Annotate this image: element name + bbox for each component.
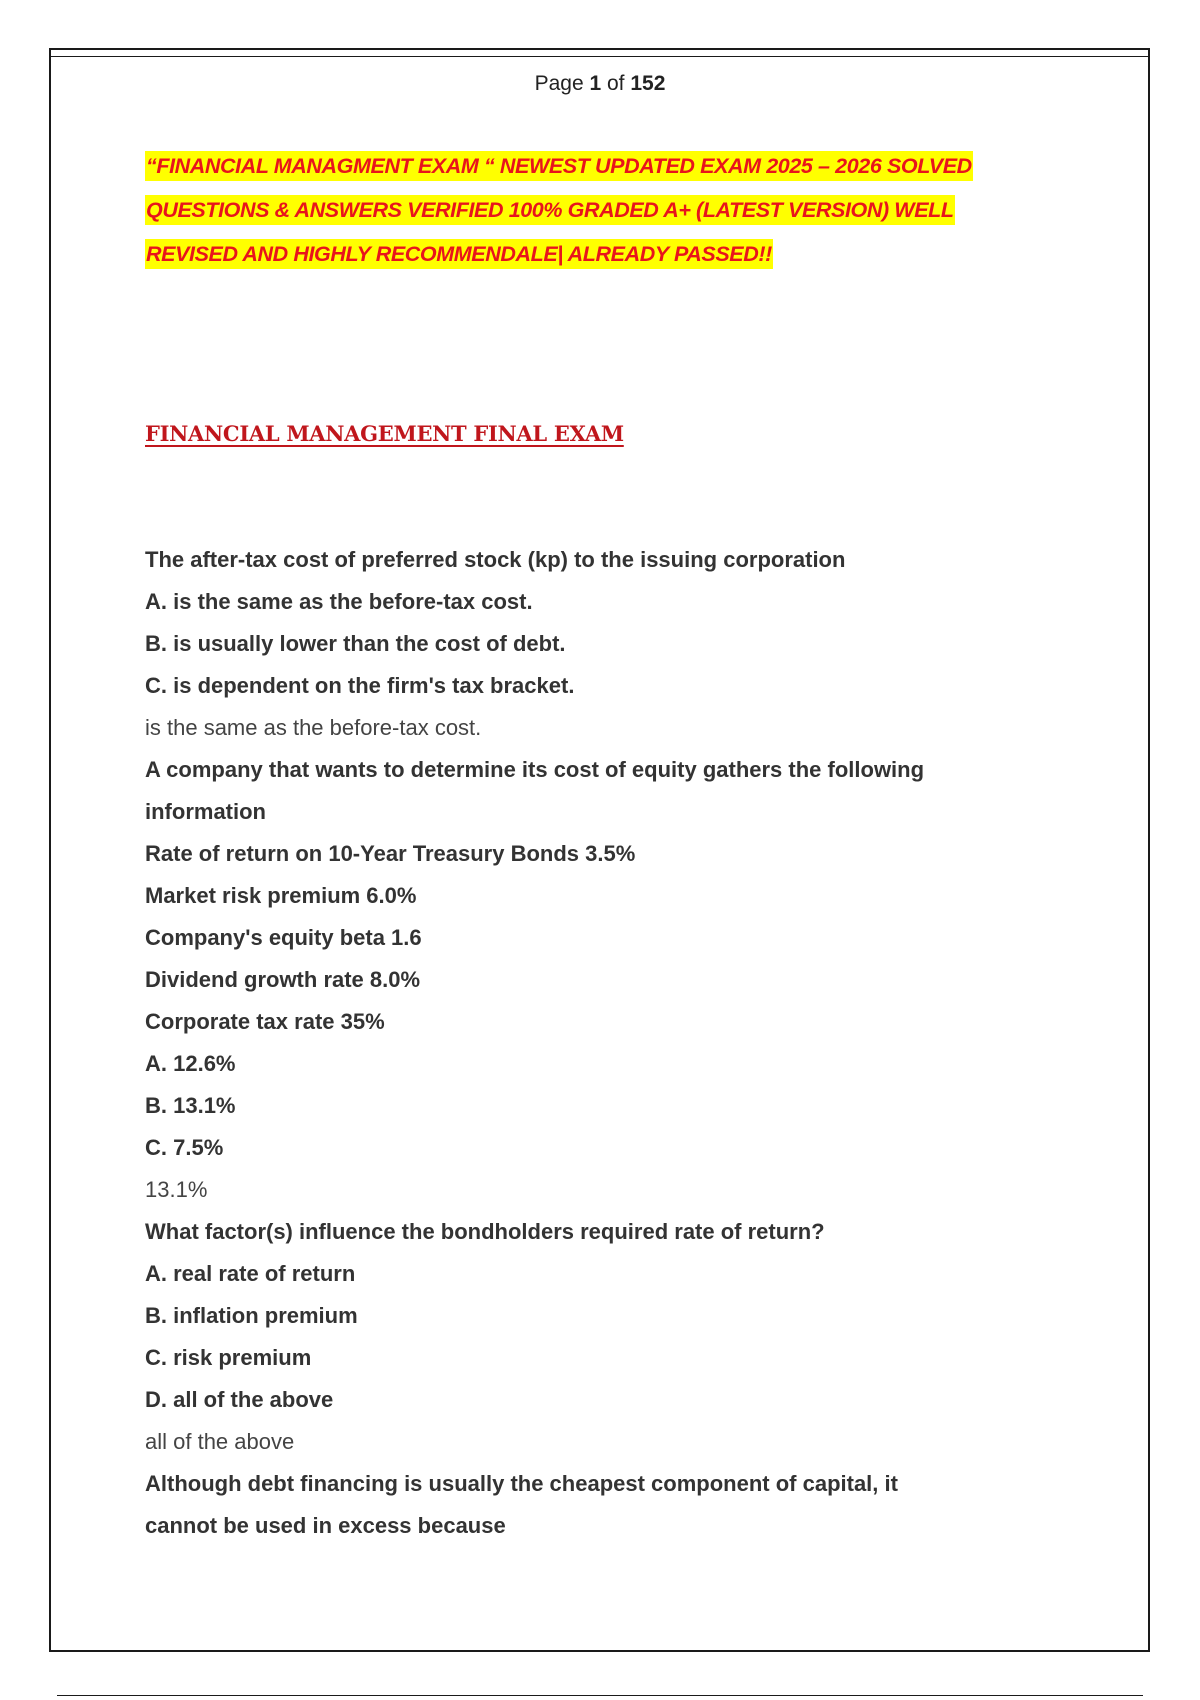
banner-line: [145, 188, 1075, 232]
banner-text: REVISED AND HIGHLY RECOMMENDALE| ALREADY PASSED!!: [145, 239, 773, 269]
section-title: FINANCIAL MANAGEMENT FINAL EXAM: [145, 421, 624, 446]
banner-text: “FINANCIAL MANAGMENT EXAM “ NEWEST UPDATED EXAM 2025 – 2026 SOLVED: [145, 151, 973, 181]
question-detail: Dividend growth rate 8.0%: [145, 967, 421, 992]
correct-answer: is the same as the before-tax cost.: [145, 715, 482, 740]
answer-option: B. inflation premium: [145, 1303, 358, 1328]
banner-text: QUESTIONS & ANSWERS VERIFIED 100% GRADED A+ (LATEST VERSION) WELL: [145, 195, 955, 225]
correct-answer: 13.1%: [145, 1177, 208, 1202]
question-text: cannot be used in excess because: [145, 1513, 506, 1538]
page-top-rule: [51, 56, 1148, 57]
correct-answer: all of the above: [145, 1429, 295, 1454]
exam-banner: [145, 144, 1075, 276]
page-number: [0, 72, 1200, 96]
banner-line: [145, 144, 1075, 188]
answer-option: A. real rate of return: [145, 1261, 356, 1286]
question-text: A company that wants to determine its cost of equity gathers the following: [145, 757, 925, 782]
answer-option: C. 7.5%: [145, 1135, 224, 1160]
banner-line: [145, 232, 1075, 276]
question-text: information: [145, 799, 266, 824]
answer-option: C. is dependent on the firm's tax bracket.: [145, 673, 575, 698]
answer-option: C. risk premium: [145, 1345, 312, 1370]
answer-option: B. 13.1%: [145, 1093, 236, 1118]
question-list: [145, 544, 1145, 1552]
question-text: Although debt financing is usually the cheapest component of capital, it: [145, 1471, 898, 1496]
answer-option: A. is the same as the before-tax cost.: [145, 589, 533, 614]
answer-option: A. 12.6%: [145, 1051, 236, 1076]
page-label: Page: [534, 72, 584, 95]
question-detail: Market risk premium 6.0%: [145, 883, 417, 908]
question-detail: Rate of return on 10-Year Treasury Bonds 3.5%: [145, 841, 636, 866]
page-total: 152: [630, 72, 666, 95]
question-text: What factor(s) influence the bondholders required rate of return?: [145, 1219, 825, 1244]
question-detail: Corporate tax rate 35%: [145, 1009, 385, 1034]
question-detail: Company's equity beta 1.6: [145, 925, 422, 950]
answer-option: B. is usually lower than the cost of debt.: [145, 631, 566, 656]
footer-rule: [57, 1695, 1143, 1696]
page-of-label: of: [607, 72, 625, 95]
question-text: The after-tax cost of preferred stock (kp) to the issuing corporation: [145, 547, 846, 572]
answer-option: D. all of the above: [145, 1387, 334, 1412]
page-current: 1: [589, 72, 602, 95]
